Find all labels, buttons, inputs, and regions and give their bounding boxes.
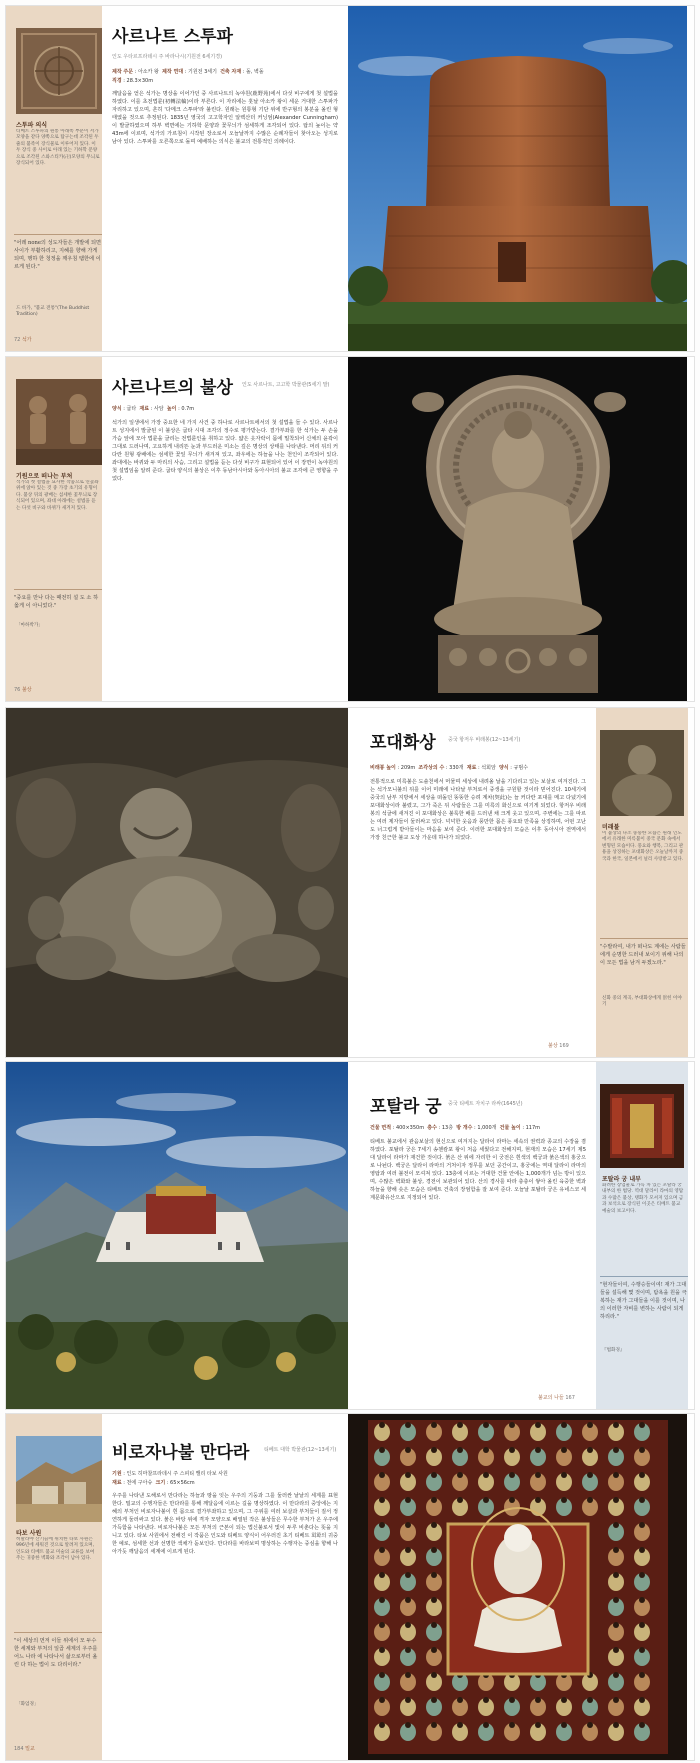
- sidebar: [596, 708, 688, 1057]
- sidebar-caption-title: 스투파 의식: [16, 122, 48, 129]
- quote-source: 신화 중의 계곡, 부대화상에게 얽힌 이야기: [602, 996, 682, 1008]
- page-title: 포탈라 궁: [370, 1097, 442, 1117]
- body-text: 깨달음을 얻은 석가는 명상을 이어가던 중 사르나트의 녹야원(鹿野苑)에서 다섯 비구에게 첫 설법을 하였다. 이를 초전법륜(初轉法輪)이라 부른다. 이 자리에는 훗날 아소카 왕이 세운 거대한 스투파가 자리하고 있으며, 흔히 '다메크 스투파'라 불린다. 원래는 원통형 기단 위에 반구형의 봉분을 올린 형태였을 것으로 추정된다. 1835년 영국의 고고학자인 알렉산더 커닝엄(Alexander Cunningham)이 발굴하였으며 하부 벽면에는 기하학 문양과 꽃무늬가 섬세하게 조각되어 있다. 탑의 높이는 약 43m에 이르며, 석가의 가르침이 시작된 장소로서 오늘날까지 수많은 순례자들이 찾아오는 성지로 남아 있다. 스투파를 오른쪽으로 돌며 예배하는 의식은 불교의 전통적인 의례이다.: [112, 91, 338, 145]
- sidebar-quote: "수발라여, 내가 떠나도 계에는 사람들에게 순명한 드러내 보이기 위해 나의 이 모든 법을 남겨 두겠노라.": [600, 938, 688, 993]
- meta-row-2: 재료 : 천에 구아슈 크기 : 65×56cm: [112, 1480, 195, 1486]
- sidebar: [6, 357, 102, 701]
- page-subtitle: 중국 항저우 비래봉(12~13세기): [448, 737, 521, 743]
- page-subtitle: 중국 티베트 자치구 라싸(1645년): [448, 1101, 523, 1107]
- potala-interior-thumbnail: [600, 1084, 684, 1168]
- body-text: 티베트 불교에서 관음보살의 현신으로 여겨지는 달라이 라마는 세속의 권력과 종교의 수장을 겸하였다. 포탈라 궁은 7세기 송첸캄포 왕이 처음 세웠다고 전해지며, 현재의 모습은 17세기 제5대 달라이 라마가 재건한 것이다. 붉은 산 위에 자리한 이 궁전은 흰색의 백궁과 붉은색의 홍궁으로 나뉜다. 백궁은 달라이 라마의 거처이자 정무를 보던 공간이고, 홍궁에는 역대 달라이 라마의 영탑과 여러 불전이 모셔져 있다. 13층에 이르는 거대한 건물 안에는 1,000개가 넘는 방이 있으며, 수많은 벽화와 불상, 경전이 보관되어 있다. 산의 경사를 따라 층층이 쌓아 올린 육중한 벽과 하늘을 향해 솟은 모습은 티베트 건축의 장엄함을 잘 보여 준다. 오늘날 포탈라 궁은 유네스코 세계문화유산으로 지정되어 있다.: [370, 1139, 586, 1201]
- relief-thumbnail: [16, 379, 102, 465]
- buddha-sculpture-photo: [348, 357, 687, 701]
- text-page: [6, 6, 348, 351]
- meta-row-1: 양식 : 굽타 재료 : 사암 높이 : 0.7m: [112, 406, 195, 412]
- potala-palace-photo: [6, 1062, 348, 1409]
- folio: 184 밀교: [14, 1746, 35, 1752]
- body-text: 석가의 일생에서 가장 중요한 네 가지 사건 중 하나로 사르나트에서의 첫 설법을 들 수 있다. 사르나트 성지에서 발굴된 이 불상은 굽타 시대 조각의 정수로 평가받는다. 결가부좌를 한 석가는 두 손을 가슴 앞에 모아 법륜을 굴리는 전법륜인을 취하고 있다. 얇은 옷자락이 몸에 밀착되어 신체의 윤곽이 그대로 드러나며, 고요하게 내리뜬 눈과 부드러운 미소는 깊은 명상의 상태를 나타낸다. 머리 뒤의 커다란 원형 광배에는 섬세한 꽃잎 무늬가 새겨져 있고, 좌우에는 하늘을 나는 천인이 조각되어 있다. 좌대에는 바퀴와 두 마리의 사슴, 그리고 설법을 듣는 다섯 비구가 표현되어 있어 이 장면이 녹야원의 첫 설법임을 알려 준다. 굽타 양식의 불상은 이후 동남아시아와 동아시아의 불교 조각에 큰 영향을 주었다.: [112, 420, 338, 482]
- spread-sarnath-buddha: [6, 357, 694, 701]
- sidebar: [6, 1414, 102, 1760]
- sidebar: [596, 1062, 688, 1409]
- tabo-monastery-thumbnail: [16, 1436, 102, 1522]
- spread-sarnath-stupa: [6, 6, 694, 351]
- text-page: [6, 357, 348, 701]
- body-text: 우주를 나타낸 도해로서 만다라는 하늘과 땅을 잇는 우주의 기둥과 그를 둘러싼 낱낱의 세계를 표현한다. 밀교의 수행자들은 만다라를 통해 깨달음에 이르는 길을 명상하였다. 이 만다라의 중앙에는 지혜의 부처인 비로자나불이 흰 몸으로 결가부좌하고 있으며, 그 주위를 여러 보살과 부처들이 질서 정연하게 둘러싸고 있다. 붉은 바탕 위에 격자 모양으로 배열된 작은 불상들은 무수한 부처가 온 우주에 가득함을 나타낸다. 비로자나불은 모든 부처의 근본이 되는 법신불로서 빛이 두루 비춘다는 뜻을 지니고 있다. 타보 사원에서 전해진 이 작품은 인도와 티베트 양식이 어우러진 초기 티베트 회화의 귀중한 예로, 섬세한 선과 선명한 색채가 돋보인다. 만다라를 바라보며 명상하는 수행자는 중심을 향해 나아가듯 깨달음의 세계에 이르게 된다.: [112, 1493, 338, 1555]
- quote-source: 「마하박가」: [16, 623, 43, 628]
- page-title: 사르나트의 불상: [112, 378, 233, 398]
- sidebar-quote: "현자들이여, 수행승들이여! 재가 그대들을 설득해 몇 것이며, 탐욕을 원을 극복하는 재가 그대들을 이를 것이며, 나의 이러한 자비를 변하는 사람이 되게 하리라.": [600, 1276, 688, 1345]
- quote-source: 드 바가, "불교 전통"(The Buddhist Tradition): [16, 306, 90, 318]
- budai-rock-carving-photo: [6, 708, 348, 1057]
- meta-row-1: 건물 면적 : 400×350m 층수 : 13층 방 개수 : 1,000개 건물 높이 : 117m: [370, 1125, 541, 1131]
- sidebar-caption: 화려한 장엄물로 가득 차 있는 포탈라 궁 내부의 한 법당. 역대 달라이 라마의 영탑과 수많은 불상, 탱화가 모셔져 있으며 금과 보석으로 장식된 이곳은 티베트 불교 예술의 보고이다.: [602, 1183, 684, 1214]
- sidebar-caption: 티베트 스투파의 원통 아래쪽 부분이 서가 모양을 같다 양쪽으로 탑구는데 조각된 두 줄의 불족이 장식물로 이루어져 있다. 이 두 장식 중 사이로 아래 있는 기하학 문양으로 조각된 스와스티카(卍)모양의 무늬로 장식되어 있다.: [16, 129, 100, 167]
- meta-row-2: 직경 : 28.3×30m: [112, 78, 154, 84]
- page-title: 사르나트 스투파: [112, 27, 233, 47]
- folio: 불상 169: [548, 1043, 569, 1049]
- text-page: [6, 1414, 348, 1760]
- stupa-photo: [348, 6, 687, 351]
- spread-vairocana-mandala: [6, 1414, 694, 1760]
- sidebar-caption-title: 타보 사원: [16, 1530, 42, 1537]
- maitreya-thumbnail: [600, 730, 684, 816]
- text-page: [348, 1062, 694, 1409]
- sidebar-caption: 히말라야 산기슭에 위치한 타보 사원은 996년에 세워진 것으로 알려져 있으며, 인도와 티베트 불교 미술의 교류를 보여 주는 귀중한 벽화와 조각이 남아 있다.: [16, 1537, 95, 1562]
- body-text: 전통적으로 미륵불은 도솔천에서 머물며 세상에 내려올 날을 기다리고 있는 보살로 여겨진다. 그는 석가모니불의 뒤를 이어 미래에 나타날 부처로서 중생을 구원할 것이라 믿어진다. 10세기에 중국의 남부 지방에서 세상을 떠돌던 뚱뚱한 승려 계차(契此)는 늘 커다란 포대를 메고 다녔기에 포대화상이라 불렸고, 그가 죽은 뒤 사람들은 그를 미륵의 화신으로 여기게 되었다. 항저우 비래봉의 석굴에 새겨진 이 포대화상은 불룩한 배를 드러낸 채 크게 웃고 있으며, 주변에는 그를 따르는 여러 제자들이 둘러싸고 있다. 넉넉한 웃음과 풍만한 몸은 풍요와 만족을 상징하며, 어떤 고난도 너그럽게 받아들이는 마음을 보여 준다. 이러한 포대화상의 모습은 이후 동아시아 전역에서 가장 친근한 불교 도상 가운데 하나가 되었다.: [370, 779, 586, 841]
- sidebar-quote: "중요를 만나 다는 때전히 설 도 소 하 옳게 이 아니었다.": [14, 589, 102, 620]
- meta-row-1: 제작 주문 : 아소카 왕 제작 연대 : 기원전 3세기 건축 자재 : 돌, 벽돌: [112, 69, 264, 75]
- stupa-carving-thumbnail: [16, 28, 102, 114]
- spread-budai: [6, 708, 694, 1057]
- page-subtitle: 티베트 대학 박물관(12~13세기): [264, 1447, 337, 1453]
- folio: 76 불상: [14, 687, 32, 693]
- sidebar: [6, 6, 102, 351]
- sidebar-caption-title: 포탈라 궁 내부: [602, 1176, 641, 1183]
- folio: 불교의 나들 167: [538, 1395, 575, 1401]
- sidebar-caption-title: 기원으로 떠나는 부처: [16, 473, 73, 480]
- text-page: [348, 708, 694, 1057]
- quote-source: 「화엄경」: [16, 1702, 39, 1707]
- sidebar-quote: "어레 none의 성도자들은 개발에 되면 사이가 부활하리고, 지혜를 향해 가게 되며, 행하 한 청정을 깨우침 땜한에 이르게 된다.": [14, 234, 102, 299]
- page-subtitle: 인도 사르나트, 고고학 박물관(5세기 말): [242, 382, 330, 388]
- meta-row-1: 비래봉 높이 : 209m 조각상의 수 : 330개 재료 : 석회암 양식 : 규범수: [370, 765, 529, 771]
- sidebar-quote: "이 세상의 먼저 이들 위에서 모 두수 한 세계와 부처의 일곱 세계의 우주를 어느 나라 에 나타나서 삶으로부터 올린 다 하는 법이 도 다리이라.": [14, 1632, 102, 1699]
- sidebar-caption: 석가의 첫 설법을 묘사한 작품으로 연꽃좌 위에 앉아 있는 것 중 가장 초기의 유형이다. 불상 뒤의 광배는 섬세한 꽃무늬로 장식되어 있으며, 좌대 아래에는 설법을 듣는 다섯 비구와 바퀴가 새겨져 있다.: [16, 480, 99, 511]
- page-subtitle: 인도 우타르프라데시 주 바라나시(기원전 6세기경): [112, 54, 223, 60]
- sidebar-caption-title: 미래불: [602, 824, 620, 831]
- sidebar-caption: 이 불상의 다소 뚱뚱한 모습은 원래 인도에서 유래한 미륵불이 중국 문화 속에서 변형된 모습이다. 풍요와 행복, 그리고 관용을 상징하는 포대화상은 오늘날까지 중국과 한국, 일본에서 널리 사랑받고 있다.: [602, 831, 684, 862]
- spread-potala: [6, 1062, 694, 1409]
- page-title: 포대화상: [370, 733, 436, 753]
- mandala-painting-photo: [348, 1414, 687, 1760]
- folio: 72 석가: [14, 337, 32, 343]
- quote-source: 『법화경』: [602, 1348, 625, 1353]
- meta-row-1: 기원 : 인도 히마찰프라데시 주 스피티 밸리 타보 사원: [112, 1471, 228, 1477]
- page-title: 비로자나불 만다라: [112, 1443, 250, 1463]
